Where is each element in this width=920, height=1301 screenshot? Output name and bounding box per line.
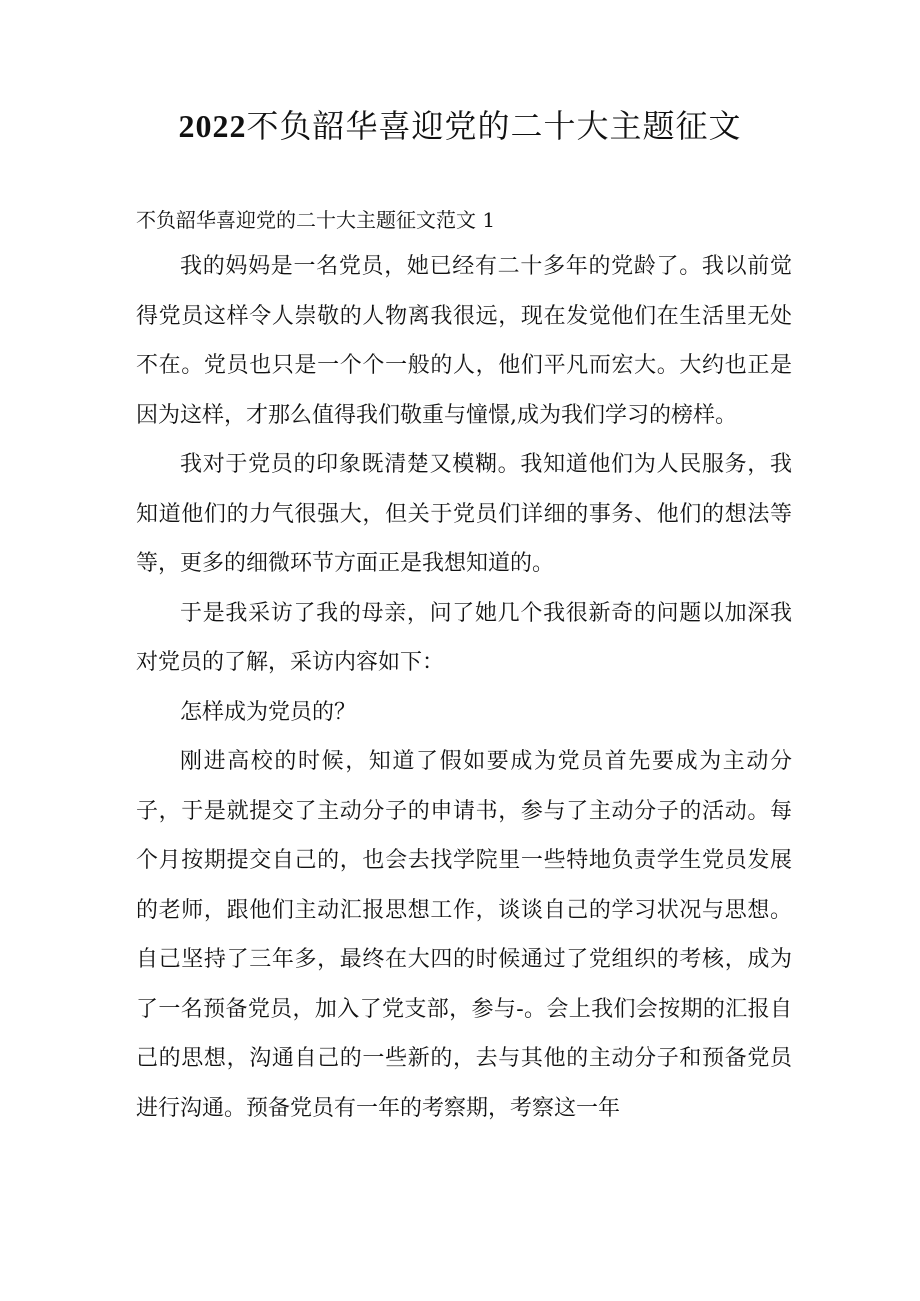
paragraph: 我对于党员的印象既清楚又模糊。我知道他们为人民服务，我知道他们的力气很强大，但关于党员们详细的事务、他们的想法等等，更多的细微环节方面正是我想知道的。 [136,452,792,576]
title-year: 2022 [178,108,247,144]
paragraph: 我的妈妈是一名党员，她已经有二十多年的党龄了。我以前觉得党员这样令人崇敬的人物离我很远，现在发觉他们在生活里无处不在。党员也只是一个个一般的人，他们平凡而宏大。大约也正是因为这样，才那么值得我们敬重与憧憬,成为我们学习的榜样。 [136,254,792,428]
section-subtitle: 不负韶华喜迎党的二十大主题征文范文 1 [136,208,496,232]
paragraph: 怎样成为党员的？ [180,699,357,725]
paragraph: 刚进高校的时候，知道了假如要成为党员首先要成为主动分子，于是就提交了主动分子的申请书，参与了主动分子的活动。每个月按期提交自己的，也会去找学院里一些特地负责学生党员发展的老师，跟他们主动汇报思想工作，谈谈自己的学习状况与思想。自己坚持了三年多，最终在大四的时候通过了党组织的考核，成为了一名预备党员，加入了党支部，参与-。会上我们会按期的汇报自己的思想，沟通自己的一些新的，去与其他的主动分子和预备党员进行沟通。预备党员有一年的考察期，考察这一年 [136,749,792,1121]
title-text: 不负韶华喜迎党的二十大主题征文 [246,107,742,145]
document-body [136,198,792,1133]
document-title [0,104,920,148]
paragraph: 于是我采访了我的母亲，问了她几个我很新奇的问题以加深我对党员的了解，采访内容如下： [136,600,792,675]
